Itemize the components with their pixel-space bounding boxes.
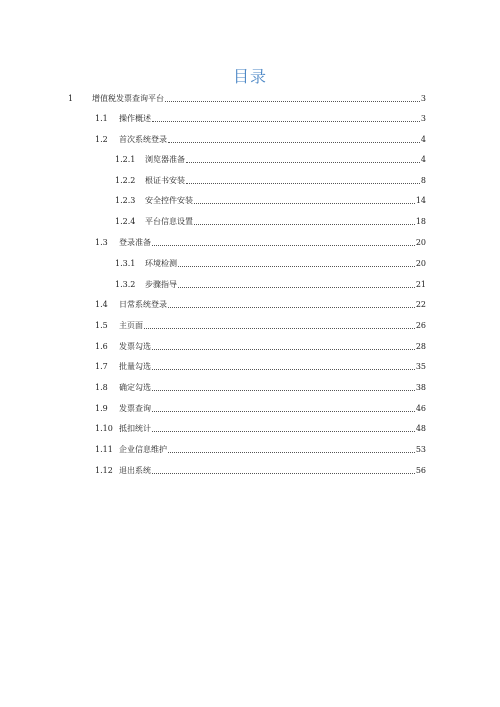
toc-entry-page: 38	[415, 383, 426, 392]
toc-entry-page: 3	[420, 114, 426, 123]
toc-dot-leader	[186, 162, 420, 163]
toc-dot-leader	[168, 142, 420, 143]
toc-entry-number: 1.11	[95, 445, 113, 454]
toc-entry-label: 根证书安装	[145, 176, 185, 185]
toc-entry-label: 首次系统登录	[119, 135, 167, 144]
toc-entry[interactable]	[95, 110, 426, 124]
toc-entry-label: 确定勾选	[119, 383, 151, 392]
toc-entry-label: 日常系统登录	[119, 300, 167, 309]
toc-entry-page: 48	[415, 424, 426, 433]
toc-entry[interactable]	[95, 441, 426, 455]
toc-entry-number: 1.2	[95, 135, 108, 144]
toc-entry[interactable]	[95, 379, 426, 393]
toc-entry[interactable]	[95, 234, 426, 248]
toc-entry-number: 1.2.1	[115, 155, 136, 164]
toc-entry[interactable]	[95, 131, 426, 145]
toc-title: 目录	[232, 67, 267, 86]
toc-entry-number: 1.4	[95, 300, 108, 309]
toc-entry-label: 安全控件安装	[145, 196, 193, 205]
toc-entry-label: 浏览器准备	[145, 155, 185, 164]
toc-entry-page: 3	[420, 94, 426, 103]
toc-entry-label: 发票查询	[119, 404, 151, 413]
toc-entry-number: 1.2.2	[115, 176, 136, 185]
toc-entry[interactable]	[95, 296, 426, 310]
toc-entry-number: 1.1	[95, 114, 108, 123]
toc-entry-number: 1.2.3	[115, 196, 136, 205]
toc-dot-leader	[152, 390, 415, 391]
toc-entry-label: 批量勾选	[119, 362, 151, 371]
toc-entry-label: 环境检测	[145, 259, 177, 268]
toc-entry-page: 35	[415, 362, 426, 371]
toc-dot-leader	[168, 307, 415, 308]
toc-entry-number: 1.3	[95, 238, 108, 247]
toc-entry[interactable]	[95, 462, 426, 476]
toc-entry-label: 步骤指导	[145, 280, 177, 289]
toc-entry-label: 增值税发票查询平台	[92, 94, 164, 103]
toc-entry-page: 28	[415, 342, 426, 351]
toc-entry-number: 1.10	[95, 424, 113, 433]
toc-dot-leader	[168, 452, 415, 453]
toc-entry-number: 1.7	[95, 362, 108, 371]
toc-entry-number: 1.9	[95, 404, 108, 413]
toc-entry[interactable]	[115, 172, 426, 186]
toc-entry[interactable]	[115, 276, 426, 290]
toc-entry[interactable]	[115, 151, 426, 165]
toc-entry-label: 平台信息设置	[145, 217, 193, 226]
toc-entry-page: 4	[420, 155, 426, 164]
toc-entry[interactable]	[95, 400, 426, 414]
toc-dot-leader	[152, 121, 420, 122]
toc-entry-page: 46	[415, 404, 426, 413]
toc-entry-label: 退出系统	[119, 466, 151, 475]
toc-entry[interactable]	[115, 192, 426, 206]
toc-entry-page: 21	[415, 280, 426, 289]
toc-entry-number: 1.5	[95, 321, 108, 330]
toc-entry-label: 操作概述	[119, 114, 151, 123]
toc-dot-leader	[194, 203, 415, 204]
toc-dot-leader	[194, 224, 415, 225]
toc-entry-label: 发票勾选	[119, 342, 151, 351]
toc-entry-number: 1.2.4	[115, 217, 136, 226]
toc-dot-leader	[152, 411, 415, 412]
toc-entry-page: 8	[420, 176, 426, 185]
toc-dot-leader	[152, 473, 415, 474]
toc-dot-leader	[165, 101, 420, 102]
toc-entry[interactable]	[115, 213, 426, 227]
toc-dot-leader	[152, 431, 415, 432]
toc-entry-page: 53	[415, 445, 426, 454]
toc-entry-number: 1.6	[95, 342, 108, 351]
toc-entry-page: 18	[415, 217, 426, 226]
toc-entry[interactable]	[95, 420, 426, 434]
toc-entry[interactable]	[95, 358, 426, 372]
toc-entry[interactable]	[95, 338, 426, 352]
toc-entry-label: 企业信息维护	[119, 445, 167, 454]
toc-entry-label: 抵扣统计	[119, 424, 151, 433]
toc-entry[interactable]	[68, 90, 426, 104]
toc-entry-number: 1.3.2	[115, 280, 136, 289]
toc-entry-label: 登录准备	[119, 238, 151, 247]
toc-entry-page: 4	[420, 135, 426, 144]
toc-entry-number: 1.3.1	[115, 259, 136, 268]
toc-dot-leader	[144, 328, 415, 329]
toc-entry-number: 1.12	[95, 466, 113, 475]
toc-dot-leader	[178, 266, 415, 267]
toc-entry-number: 1.8	[95, 383, 108, 392]
toc-dot-leader	[178, 287, 415, 288]
toc-entry-page: 56	[415, 466, 426, 475]
toc-dot-leader	[152, 349, 415, 350]
toc-entry-label: 主页面	[119, 321, 143, 330]
toc-entry-page: 26	[415, 321, 426, 330]
toc-entry[interactable]	[115, 255, 426, 269]
toc-dot-leader	[186, 183, 420, 184]
toc-entry-page: 14	[415, 196, 426, 205]
toc-entry[interactable]	[95, 317, 426, 331]
toc-entry-page: 20	[415, 238, 426, 247]
toc-entry-page: 20	[415, 259, 426, 268]
toc-dot-leader	[152, 245, 415, 246]
toc-entry-number: 1	[68, 94, 74, 103]
toc-entry-page: 22	[415, 300, 426, 309]
toc-dot-leader	[152, 369, 415, 370]
